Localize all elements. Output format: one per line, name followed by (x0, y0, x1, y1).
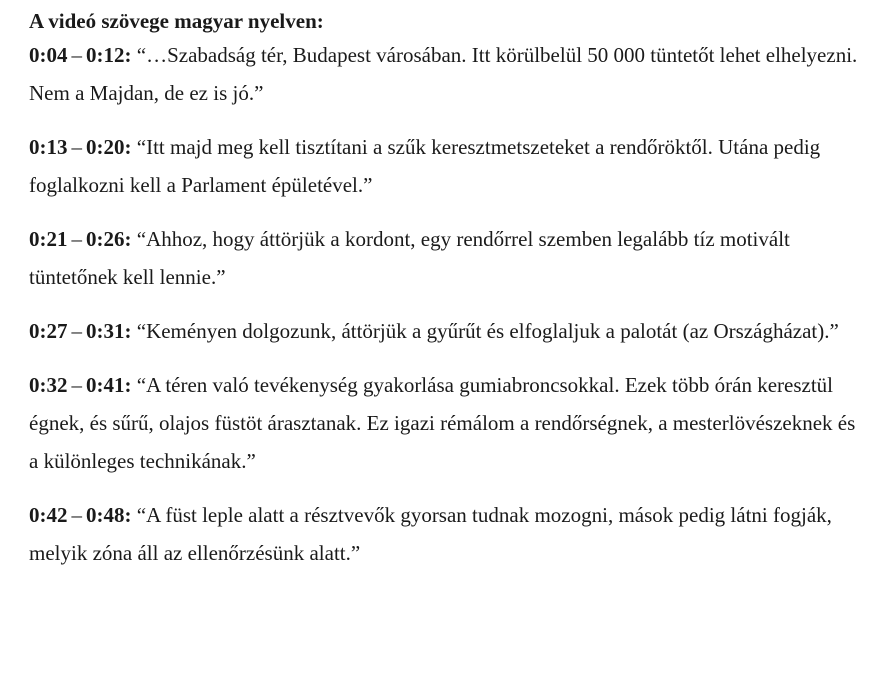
transcript-entry (29, 220, 859, 296)
quote-text: “…Szabadság tér, Budapest városában. Itt körülbelül 50 000 tüntetőt lehet elhelyezni. Nem a Majdan, de ez is jó.” (29, 43, 858, 105)
transcript-article (29, 6, 859, 572)
quote-text: “Itt majd meg kell tisztítani a szűk keresztmetszeteket a rendőröktől. Utána pedig foglalkozni kell a Parlament épületével.” (29, 135, 821, 197)
time-separator: – (71, 135, 82, 159)
timestamp-end: 0:20: (86, 135, 132, 159)
time-separator: – (71, 227, 82, 251)
quote-text: “A téren való tevékenység gyakorlása gumiabroncsokkal. Ezek több órán keresztül égnek, és sűrű, olajos füstöt árasztanak. Ez igazi rémálom a rendőrségnek, a mesterlövészeknek és a különleges technikának.” (29, 373, 856, 473)
timestamp-end: 0:41: (86, 373, 132, 397)
transcript-entry (29, 496, 859, 572)
timestamp-end: 0:31: (86, 319, 132, 343)
transcript-entry (29, 312, 859, 350)
timestamp-start: 0:42 (29, 503, 68, 527)
timestamp-start: 0:13 (29, 135, 68, 159)
timestamp-start: 0:32 (29, 373, 68, 397)
timestamp-start: 0:27 (29, 319, 68, 343)
quote-text: “A füst leple alatt a résztvevők gyorsan tudnak mozogni, mások pedig látni fogják, melyik zóna áll az ellenőrzésünk alatt.” (29, 503, 832, 565)
time-separator: – (71, 503, 82, 527)
transcript-heading: A videó szövege magyar nyelven: (29, 9, 324, 33)
quote-text: “Keményen dolgozunk, áttörjük a gyűrűt és elfoglaljuk a palotát (az Országházat).” (136, 319, 839, 343)
timestamp-start: 0:21 (29, 227, 68, 251)
timestamp-end: 0:12: (86, 43, 132, 67)
timestamp-end: 0:48: (86, 503, 132, 527)
transcript-entry (29, 36, 859, 112)
timestamp-start: 0:04 (29, 43, 68, 67)
quote-text: “Ahhoz, hogy áttörjük a kordont, egy rendőrrel szemben legalább tíz motivált tüntetőnek kell lennie.” (29, 227, 790, 289)
time-separator: – (71, 373, 82, 397)
transcript-entry (29, 366, 859, 480)
timestamp-end: 0:26: (86, 227, 132, 251)
transcript-entry (29, 128, 859, 204)
time-separator: – (71, 319, 82, 343)
time-separator: – (71, 43, 82, 67)
